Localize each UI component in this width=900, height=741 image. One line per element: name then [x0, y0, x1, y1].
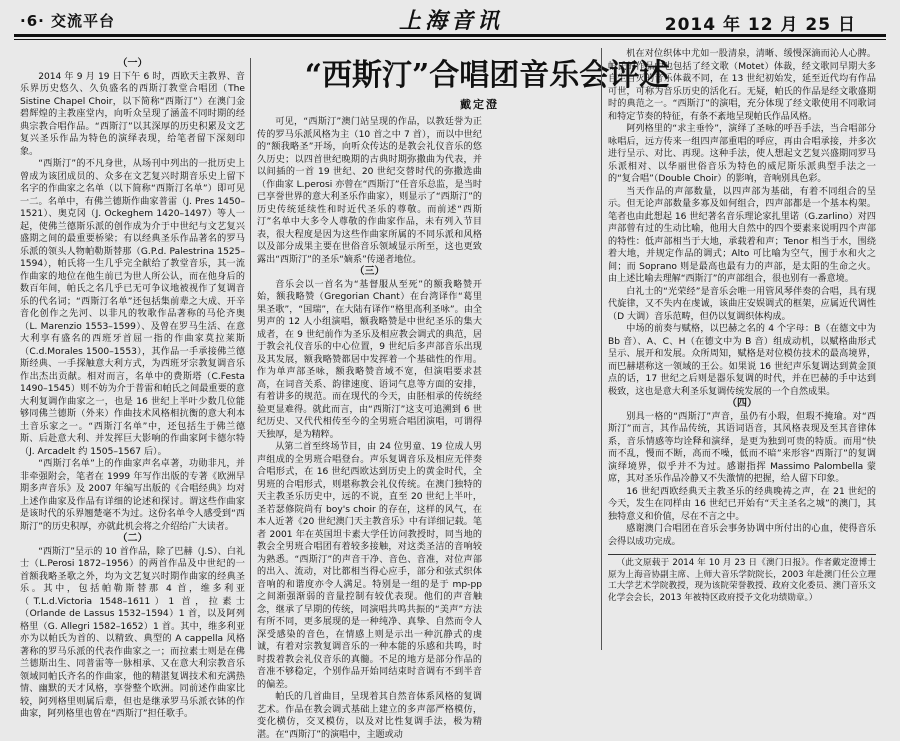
author-note-text: （此文原载于 2014 年 10 月 23 日《澳门日报》。作者戴定澄博士原为上海音协副主席、上师大音乐学院院长，2003 年赴澳门任公立理工大学艺术学院教授，现为该院荣誉教授、政府文化委员、澳门音乐文化学会会长，2013 年被特区政府授予文化功绩勋章。） — [608, 558, 876, 603]
author-note — [608, 554, 876, 604]
paragraph: “西斯汀名单”上的作曲家声名卓著，功勋非凡，并非牵强附会，笔者在 1999 年写作出版的专著《欧洲早期多声音乐》及 2007 年编写出版的《合唱经典》均对上述作曲家及作品有详细的论述和探讨。谓这些作曲家是该时代的乐界翘楚毫不为过。这份名单令人感受到“西斯汀”的历史积厚，亦就此机会将之介绍给广大读者。 — [20, 459, 245, 532]
section-number: （一） — [117, 58, 148, 69]
section-number: （四） — [727, 398, 757, 409]
issue-date: 2014 年 12 月 25 日 — [664, 15, 856, 35]
column-divider — [250, 58, 251, 650]
paragraph: 可见，“西斯汀”澳门站呈现的作品，以教廷誉为正传的罗马乐派风格为主（10 首之中 7 首），而以中世纪的“额我略圣”开场，向听众传达的是教会礼仪音乐的悠久历史；以四首世纪晚期的古典时期弥撒曲为代表，并以间插的一首 19 世纪、20 世纪交替时代的弥撒选曲（作曲家 L.perosi 亦曾在“西斯汀”任音乐总监，是当时已享誉世界的意大利圣乐作曲家），则显示了“西斯汀”的历史传统延续性和时近代圣乐的尊敬。而前述“西斯汀”名单中大多令人尊敬的作曲家作品，未有列入节目表，很大程度是因为这些作曲家所属的不同乐派和风格以及部分成果主要在世俗音乐领域显示所至，这也更致露出“西斯汀”的圣乐“嫡系”传递者地位。 — [257, 117, 482, 265]
paragraph: 帕氏的几首曲目，呈现着其自然音体系风格的复调艺术。作品在教会调式基础上建立的多声部严格模仿，变化横仿，交叉模仿，以及对比性复调手法，极为精湛。在“西斯汀”的演唱中，主题或动 — [257, 692, 482, 740]
header-rule-thin — [14, 39, 886, 40]
paragraph: 中场的前奏与赋格，以巴赫之名的 4 个字母：B（在德文中为 Bb 音）、A、C、H（在德文中为 B 音）组成动机，以赋格曲形式呈示、展开和发展。众所周知，赋格是对位模仿技术的最高境界，而巴赫堪称这一领域的王公。如果说 16 世纪声乐复调达到黄金顶点的话，17 世纪之后则是器乐复调的时代，并在巴赫的手中达到极致，这也是意大利圣乐复调传统发展的一个自然成果。 — [608, 324, 876, 397]
paragraph: 当天作品的声部数量，以四声部为基础，有着不同组合的呈示。但无论声部数量多寡及如何组合，四声部都是一个基本构架。笔者也由此想起 16 世纪著名音乐理论家扎里诺（G.zarlino）对四声部曾有过的生动比喻，他用大自然中的四个要素来说明四个声部的特性：低声部相当于大地，承载着和声；Tenor 相当于水，围绕着大地，并规定作品的调式；Alto 可比喻为空气，围于水和火之间；而 Soprano 则是最高也最有力的声部，是太阳的生命之火。由上述比喻去理解“西斯汀”的声部组合，很也别有一番意境。 — [608, 186, 876, 284]
paragraph: 机在对位织体中尤如一股清泉，清晰、缓慢深滴而沁人心脾。帕氏的作品中也包括了经文歌（Motet）体裁，经文歌同早期大多自生自灭的音乐体裁不同，在 13 世纪初始发，延至近代均有作品可世，可称为音乐历史的活化石。无疑，帕氏的作品是经文歌盛期时的典范之一。“西斯汀”的演唱，充分体现了经文歌使用不同歌词和特定节奏的特征，有条不紊地呈现帕氏作品风格。 — [608, 49, 876, 122]
paragraph: “西斯汀”呈示的 10 首作品，除了巴赫（J.S）、白礼士（L.Perosi 1872–1956）的两首作品及中世纪的一首额我略圣歌之外，均为文艺复兴时期作曲家的经典圣乐。其中，包括帕勒斯替那 4 首，维多利亚（T.L.d.Victoria 1548–1611）1 首，拉素士（Orlande de Lassus 1532–1594）1 首，以及阿列格里（G. Allegri 1582–1652）1 首。其中，维多利亚亦为以帕氏为首的、以精致、典型的 A cappella 风格著称的罗马乐派的代表作曲家之一；而拉素士则是在佛兰德斯出生、同普雷等一脉相承、又在意大利宗教音乐领域同帕氏齐名的作曲家，他的精湛复调技术和充满热情、幽默的天才风格，享誉整个欧洲。同前述作曲家比较，阿列格里则属后辈，但也是继承罗马乐派衣钵的作曲家，阿列格里也曾在“西斯汀”担任歌手。 — [20, 546, 245, 719]
article-column-1 — [20, 58, 245, 719]
column-divider — [601, 48, 602, 650]
section-number: （二） — [117, 533, 148, 544]
section-number: （三） — [354, 266, 385, 277]
newspaper-logo: 上海音讯 — [399, 8, 504, 34]
paragraph: 16 世纪西欧经典天主教圣乐的经典晚祷之声，在 21 世纪的今天，发生在同样由 16 世纪已开始有“天主圣名之城”的澳门，其独特意义和价值，尽在不言之中。 — [608, 486, 876, 522]
paragraph: 白礼士的“光荣经”是音乐会唯一用管风琴伴奏的合唱，具有现代旋律，又不失内在虔诚，该曲庄安娱调式的框架，应属近代调性（D 大调）音乐范畴，但仍以复调织体构成。 — [608, 286, 876, 322]
article-column-2 — [257, 116, 482, 740]
page-section-label: ·6· 交流平台 — [20, 12, 116, 30]
paragraph: 音乐会以一首名为“基督服从至死”的额我略赞开始，额我略赞（Gregorian Chant）在台湾译作“葛里果圣歌”，“国瑞”，在大陆有译作“格里高利圣咏”。由全男声的 12 人小组演唱，额我略赞是中世纪圣乐的集大成者，在 9 世纪前作为圣乐及相应教会调式的典范，居于教会礼仪音乐的中心位置，9 世纪后多声部音乐出现及其发展，额我略赞都居中发挥着一个基础性的作用。作为单声部圣咏，额我略赞音域不宽，但演唱要求甚高，在词音关系、韵律速度、语词气息等方面的安排，有着讲多的规范。而在现代的今天，由胚相承的传统经验更显难得。就此而言，由“西斯汀”这支可追溯到 6 世纪历史、又代代相传至今的全男班合唱团演唱，可谓得天独厚，是为精粹。 — [257, 279, 482, 440]
paragraph: 阿列格里的“求主垂怜”，演绎了圣咏的呼吾手法，当合唱部分咏唱后，远方传来一组四声部重唱的呼应，再由合唱承接，并多次进行呈示、对比、再现。这种手法，使人想起文艺复兴盛期同罗马乐派相对、以华丽世俗音乐为特色的威尼斯乐派典型手法之一的“复合唱”（Double Choir）的影响，音响别具色彩。 — [608, 124, 876, 184]
page-header — [14, 4, 886, 34]
paragraph: 2014 年 9 月 19 日下午 6 时，西欧天主教界、音乐界历史悠久、久负盛名的西斯汀教堂合唱团（The Sistine Chapel Choir，以下简称“西斯汀”）在澳门金碧辉煌的主教座堂内，向听众呈现了涵盖不同时期的经典宗教合唱作品。“西斯汀”以其深厚的历史积累及文艺复兴圣乐作品为特色的演绎表现，给笔者留下深刻印象。 — [20, 71, 245, 157]
article-author: 戴定澄 — [460, 98, 499, 111]
paragraph: “西斯汀”的不凡身世，从场刊中列出的一批历史上曾成为该团成员的、众多在文艺复兴时期音乐史上留下名字的作曲家之名单（以下简称“西斯汀名单”）即可见一二。名单中，有佛兰德斯作曲家普雷（J. Pres 1450–1521）、奥克冈（J. Ockeghem 1420–1497）等人一起，使佛兰德斯乐派的创作成为介于中世纪与文艺复兴盛期之间的最重要桥梁；有以经典圣乐作品著名的罗马乐派的领头人物帕勒斯替那（G.P.d. Palestrina 1525–1594），帕氏将一生几乎完全献给了教堂音乐，其一流作曲家的地位在他生前已为世人所公认，而在他身后的数百年间，帕氏之名几乎已无可争议地被视作了复调音乐的代名词；“西斯汀名单”还包括集前辈之大成、开辛音化创作之先河、以非凡的牧歌作品著称的马伦齐奥（L. Marenzio 1553–1599）、及曾在罗马生活、在意大利享有盛名的西班牙首屈一指的作曲家莫拉莱斯（C.d.Morales 1500–1553），其作品一手承接佛兰德斯经典、一手探触意大利方式，为西班牙宗教复调音乐作出杰出贡献。相对而言，名单中的费斯塔（C.Festa 1490–1545）则不妨为介于普雷和帕氏之间最重要的意大利复调作曲家之一，也是 16 世纪上半叶少数几位能够同佛兰德斯（外来）作曲技术风格相抗衡的意大利本土音乐家之一。“西斯汀名单”中，还包括生于佛兰德斯、后赴意大利、并发挥巨大影响的作曲家阿卡德尔特（J. Arcadelt 约 1505–1567 后）。 — [20, 159, 245, 457]
paragraph: 从第二首至终场节目，由 24 位男童、19 位成人男声组成的全男班合唱登台。声乐复调音乐及相应无伴奏合唱形式，在 16 世纪西欧达到历史上的黄金时代，全男班的合唱形式，则堪称教会礼仪传统。在澳门独特的天主教圣乐历史中，远的不说，直至 20 世纪上半叶，圣若瑟修院尚有 boy's choir 的存在，这样的风气，在本人近著《20 世纪澳门天主教音乐》中有详细记载。笔者 2001 年在英国坦卡素大学任访问教授时，同当地的教会全男班合唱团有着较多接触，对这类圣洁的音响较为熟悉。“西斯汀”的声音干净、音色、音准，对位声部的出入、流动，对比都相当得心应手，部分和弦式织体音响的和谐度亦令人满足。特别是一组的是于 mp-pp 之间渐强渐弱的音量控制有较优表现。他们的声音触念，继承了早期的传统，同演唱共鸣共振的“美声”方法有所不同，更多展现的是一种纯净、真挚、自然而令人深受感染的音色，在情感上则是示出一种沉静式的虔诚，有着对宗教复调音乐的一种本能的乐感和共鸣，时时拨着教会礼仪音乐的真髓。不足的地方是部分作品的音准不够稳定，个别作品开始同结束时音调有不到半音的偏差。 — [257, 442, 482, 690]
article-title: “西斯汀”合唱团音乐会评述 — [304, 58, 670, 93]
paragraph: 别具一格的“西斯汀”声音，虽仍有小瑕，但瑕不掩瑜。对“西斯汀”而言，其作品传统，其语词语音，其风格表现及至其音律体系，音乐情感等均诠释和演绎，是更为独到可贵的特质。而用“快而不乱，慢而不断，高而不噪，低而不暗”来形容“西斯汀”的复调演绎境界，似乎并不为过。感谢指挥 Massimo Palombella 蒙席，其对圣乐作品冷静又不失激情的把握，给人留下印象。 — [608, 411, 876, 484]
paragraph: 感谢澳门合唱团在音乐会事务协调中所付出的心血，使得音乐会得以成功完成。 — [608, 524, 876, 547]
article-column-3 — [608, 48, 876, 650]
header-rule — [14, 34, 886, 37]
